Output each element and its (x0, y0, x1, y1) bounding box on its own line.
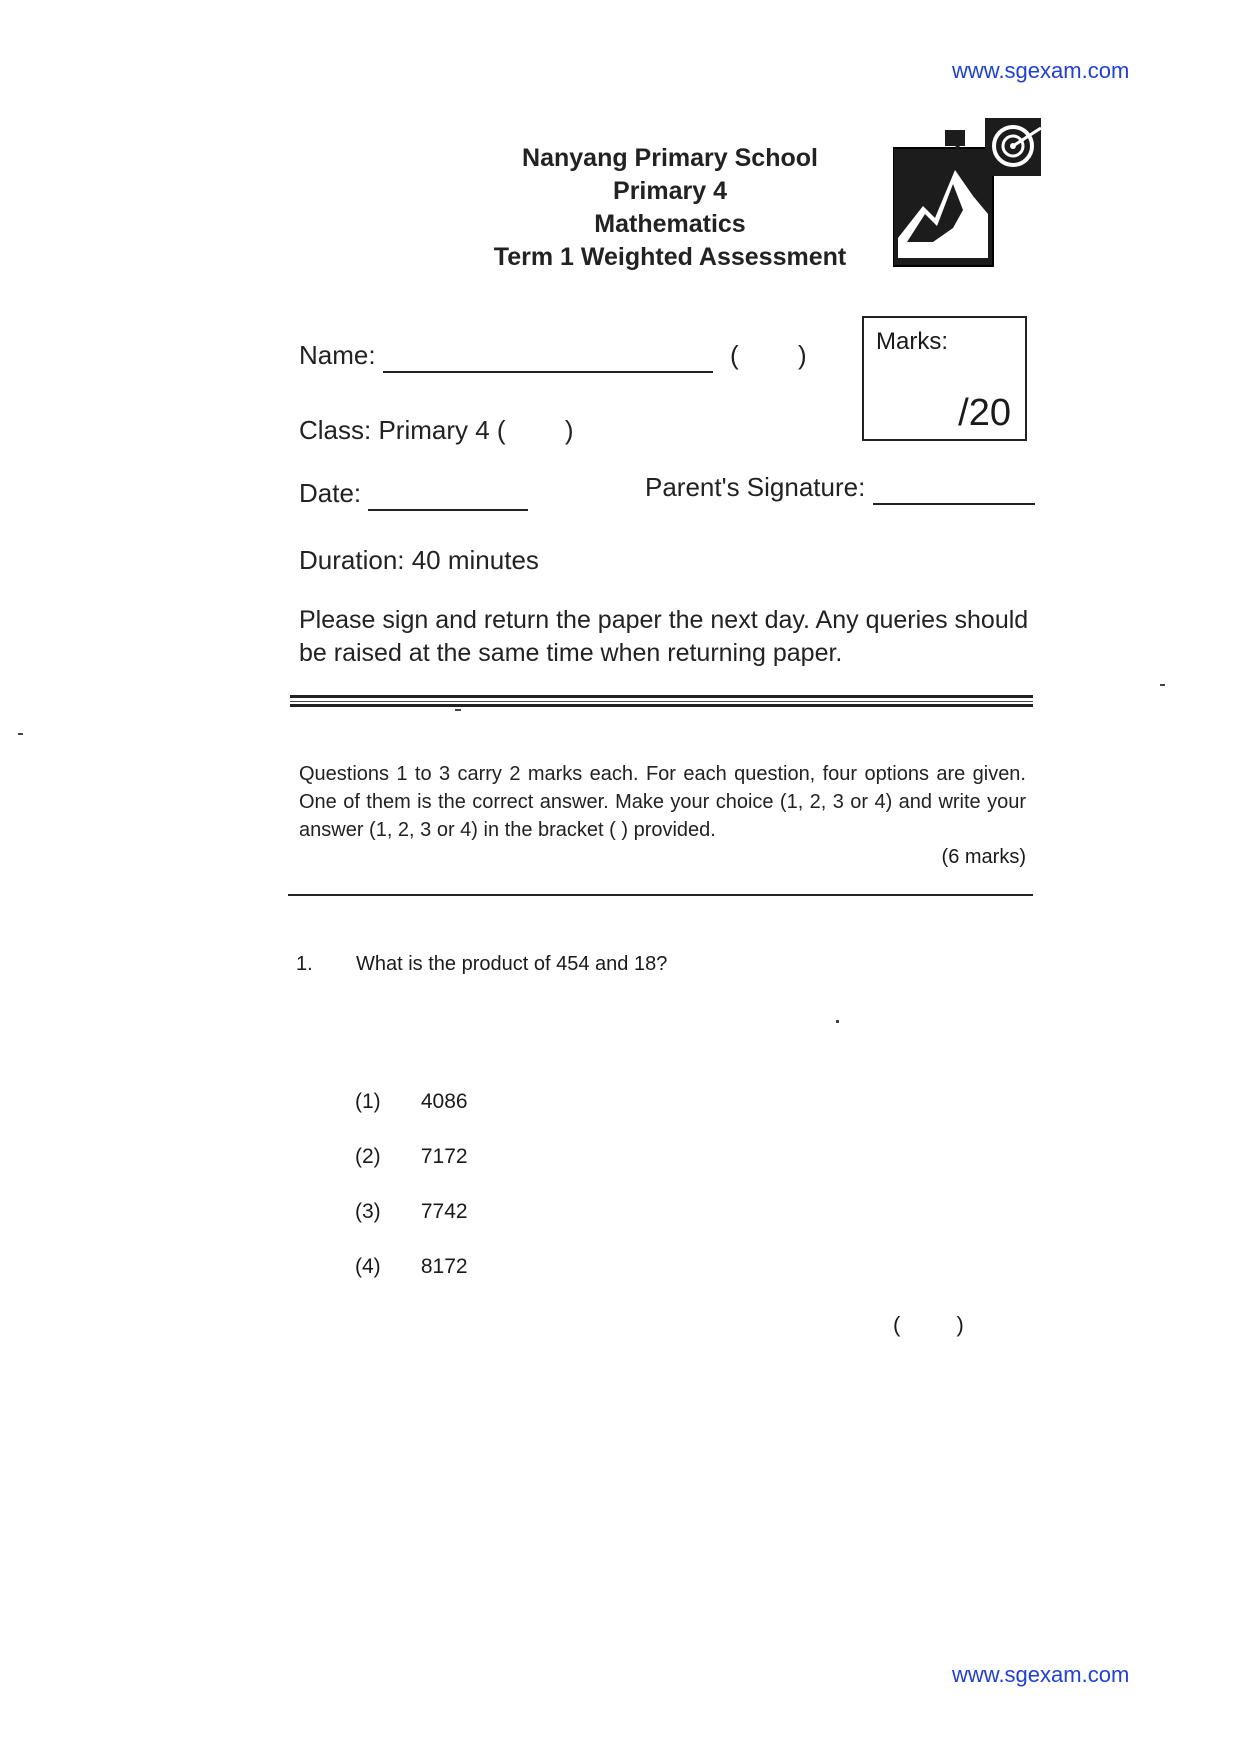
duration-text: Duration: 40 minutes (299, 545, 539, 575)
date-label: Date: (299, 478, 362, 508)
watermark-top-link[interactable]: www.sgexam.com (952, 58, 1130, 83)
option-label: (2) (355, 1145, 381, 1168)
section-marks-note: (6 marks) (941, 846, 1026, 868)
option-4 (355, 1255, 468, 1279)
index-bracket-open: ( (730, 340, 739, 370)
name-field-line[interactable] (383, 340, 713, 373)
scan-speck (455, 709, 461, 711)
index-bracket-close: ) (797, 340, 807, 370)
marks-total: /20 (958, 392, 1011, 434)
class-row (299, 415, 573, 446)
option-value: 8172 (420, 1255, 468, 1278)
option-label: (4) (355, 1255, 381, 1278)
signature-field-line[interactable] (873, 472, 1035, 505)
return-notice: Please sign and return the paper the next day. Any queries should be raised at the same time when returning paper. (299, 606, 1029, 667)
date-field-line[interactable] (368, 478, 528, 511)
option-value: 4086 (420, 1090, 468, 1113)
watermark-bottom-link[interactable]: www.sgexam.com (952, 1662, 1130, 1687)
option-3 (355, 1200, 468, 1224)
class-bracket-close: ) (564, 415, 574, 445)
subject-title: Mathematics (594, 210, 746, 238)
date-row (299, 478, 528, 511)
class-label: Class: Primary 4 ( (299, 415, 506, 445)
level-title: Primary 4 (613, 177, 727, 205)
section-instructions: Questions 1 to 3 carry 2 marks each. For each question, four options are given. One of them is the correct answer. Make your choice (1, 2, 3 or 4) and write your answer (1, 2, 3 or 4) in the bracket ( ) provided. (299, 763, 1026, 841)
marks-box (862, 316, 1027, 441)
mountain-flag-target-logo (893, 118, 1058, 268)
scan-speck (1160, 684, 1165, 686)
exam-header (470, 142, 870, 274)
scan-speck (18, 733, 23, 735)
option-label: (1) (355, 1090, 381, 1113)
question-text: What is the product of 454 and 18? (356, 953, 668, 975)
option-2 (355, 1145, 468, 1169)
option-value: 7172 (420, 1145, 468, 1168)
assessment-title: Term 1 Weighted Assessment (493, 243, 847, 271)
signature-row (645, 472, 1035, 505)
school-name: Nanyang Primary School (522, 144, 818, 172)
option-value: 7742 (420, 1200, 468, 1223)
section-divider-thick (290, 695, 1033, 707)
marks-label: Marks: (876, 328, 948, 355)
answer-bracket[interactable]: ( ) (893, 1312, 964, 1337)
name-row (299, 340, 807, 373)
option-label: (3) (355, 1200, 381, 1223)
scan-speck (836, 1020, 839, 1023)
option-1 (355, 1090, 468, 1114)
section-divider-thin (288, 894, 1033, 896)
name-label: Name: (299, 340, 376, 370)
signature-label: Parent's Signature: (645, 472, 866, 502)
question-number: 1. (296, 953, 313, 975)
